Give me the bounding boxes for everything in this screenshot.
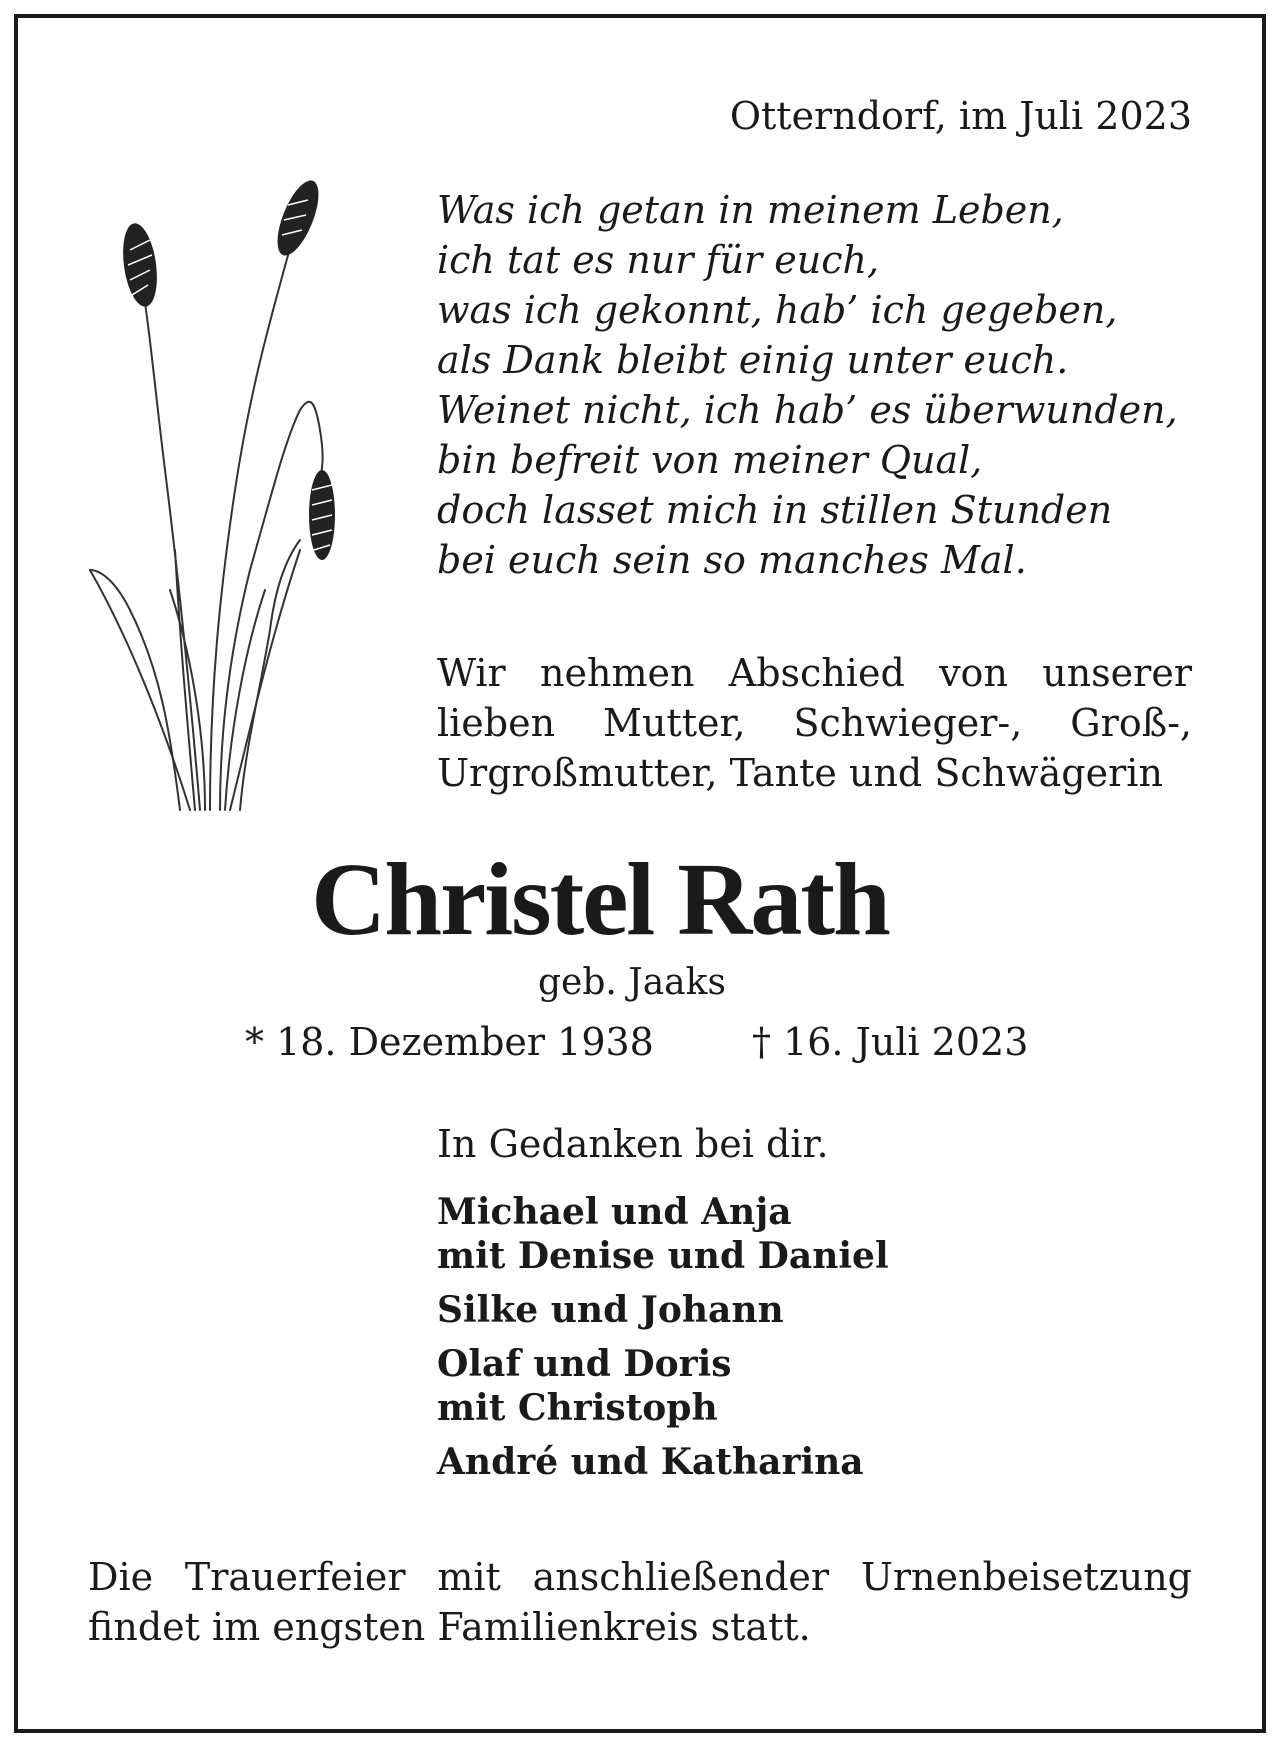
place-date: Otterndorf, im Juli 2023 — [729, 94, 1192, 138]
announcement-line: lieben Mutter, Schwieger-, Groß-, — [437, 701, 1192, 745]
funeral-note — [88, 1552, 1192, 1652]
maiden-name: geb. Jaaks — [538, 962, 726, 1003]
mourner-line: mit Christoph — [437, 1387, 718, 1429]
poem-line: bin befreit von meiner Qual, — [437, 438, 983, 482]
mourner-line: André und Katharina — [437, 1441, 864, 1483]
poem-line: Weinet nicht, ich hab’ es überwunden, — [437, 388, 1178, 432]
funeral-note-line: Die Trauerfeier mit anschließender Urnenbeisetzung — [88, 1555, 1192, 1599]
death-date: † 16. Juli 2023 — [752, 1020, 1029, 1064]
poem-line: als Dank bleibt einig unter euch. — [437, 338, 1069, 382]
in-thoughts-line: In Gedanken bei dir. — [437, 1122, 829, 1166]
poem-line: Was ich getan in meinem Leben, — [437, 188, 1064, 232]
mourner-line: Silke und Johann — [437, 1289, 784, 1331]
poem-line: doch lasset mich in stillen Stunden — [437, 488, 1113, 532]
mourner-group — [437, 1342, 889, 1430]
deceased-name: Christel Rath — [311, 842, 889, 957]
poem-line: ich tat es nur für euch, — [437, 238, 880, 282]
deceased-name-row — [0, 840, 1280, 959]
announcement-line: Urgroßmutter, Tante und Schwägerin — [437, 751, 1163, 795]
poem-line: bei euch sein so manches Mal. — [437, 538, 1027, 582]
announcement-line: Wir nehmen Abschied von unserer — [437, 651, 1192, 695]
announcement — [437, 648, 1192, 798]
mourner-line: Michael und Anja — [437, 1191, 792, 1233]
mourner-line: mit Denise und Daniel — [437, 1235, 889, 1277]
poem-line: was ich gekonnt, hab’ ich gegeben, — [437, 288, 1118, 332]
poem — [437, 185, 1178, 585]
wheat-ears-icon — [70, 170, 370, 820]
mourner-group — [437, 1190, 889, 1278]
mourner-group — [437, 1440, 889, 1484]
funeral-note-line: findet im engsten Familienkreis statt. — [88, 1605, 811, 1649]
mourners-list — [437, 1190, 889, 1494]
birth-date: * 18. Dezember 1938 — [245, 1020, 654, 1064]
mourner-line: Olaf und Doris — [437, 1343, 732, 1385]
mourner-group — [437, 1288, 889, 1332]
